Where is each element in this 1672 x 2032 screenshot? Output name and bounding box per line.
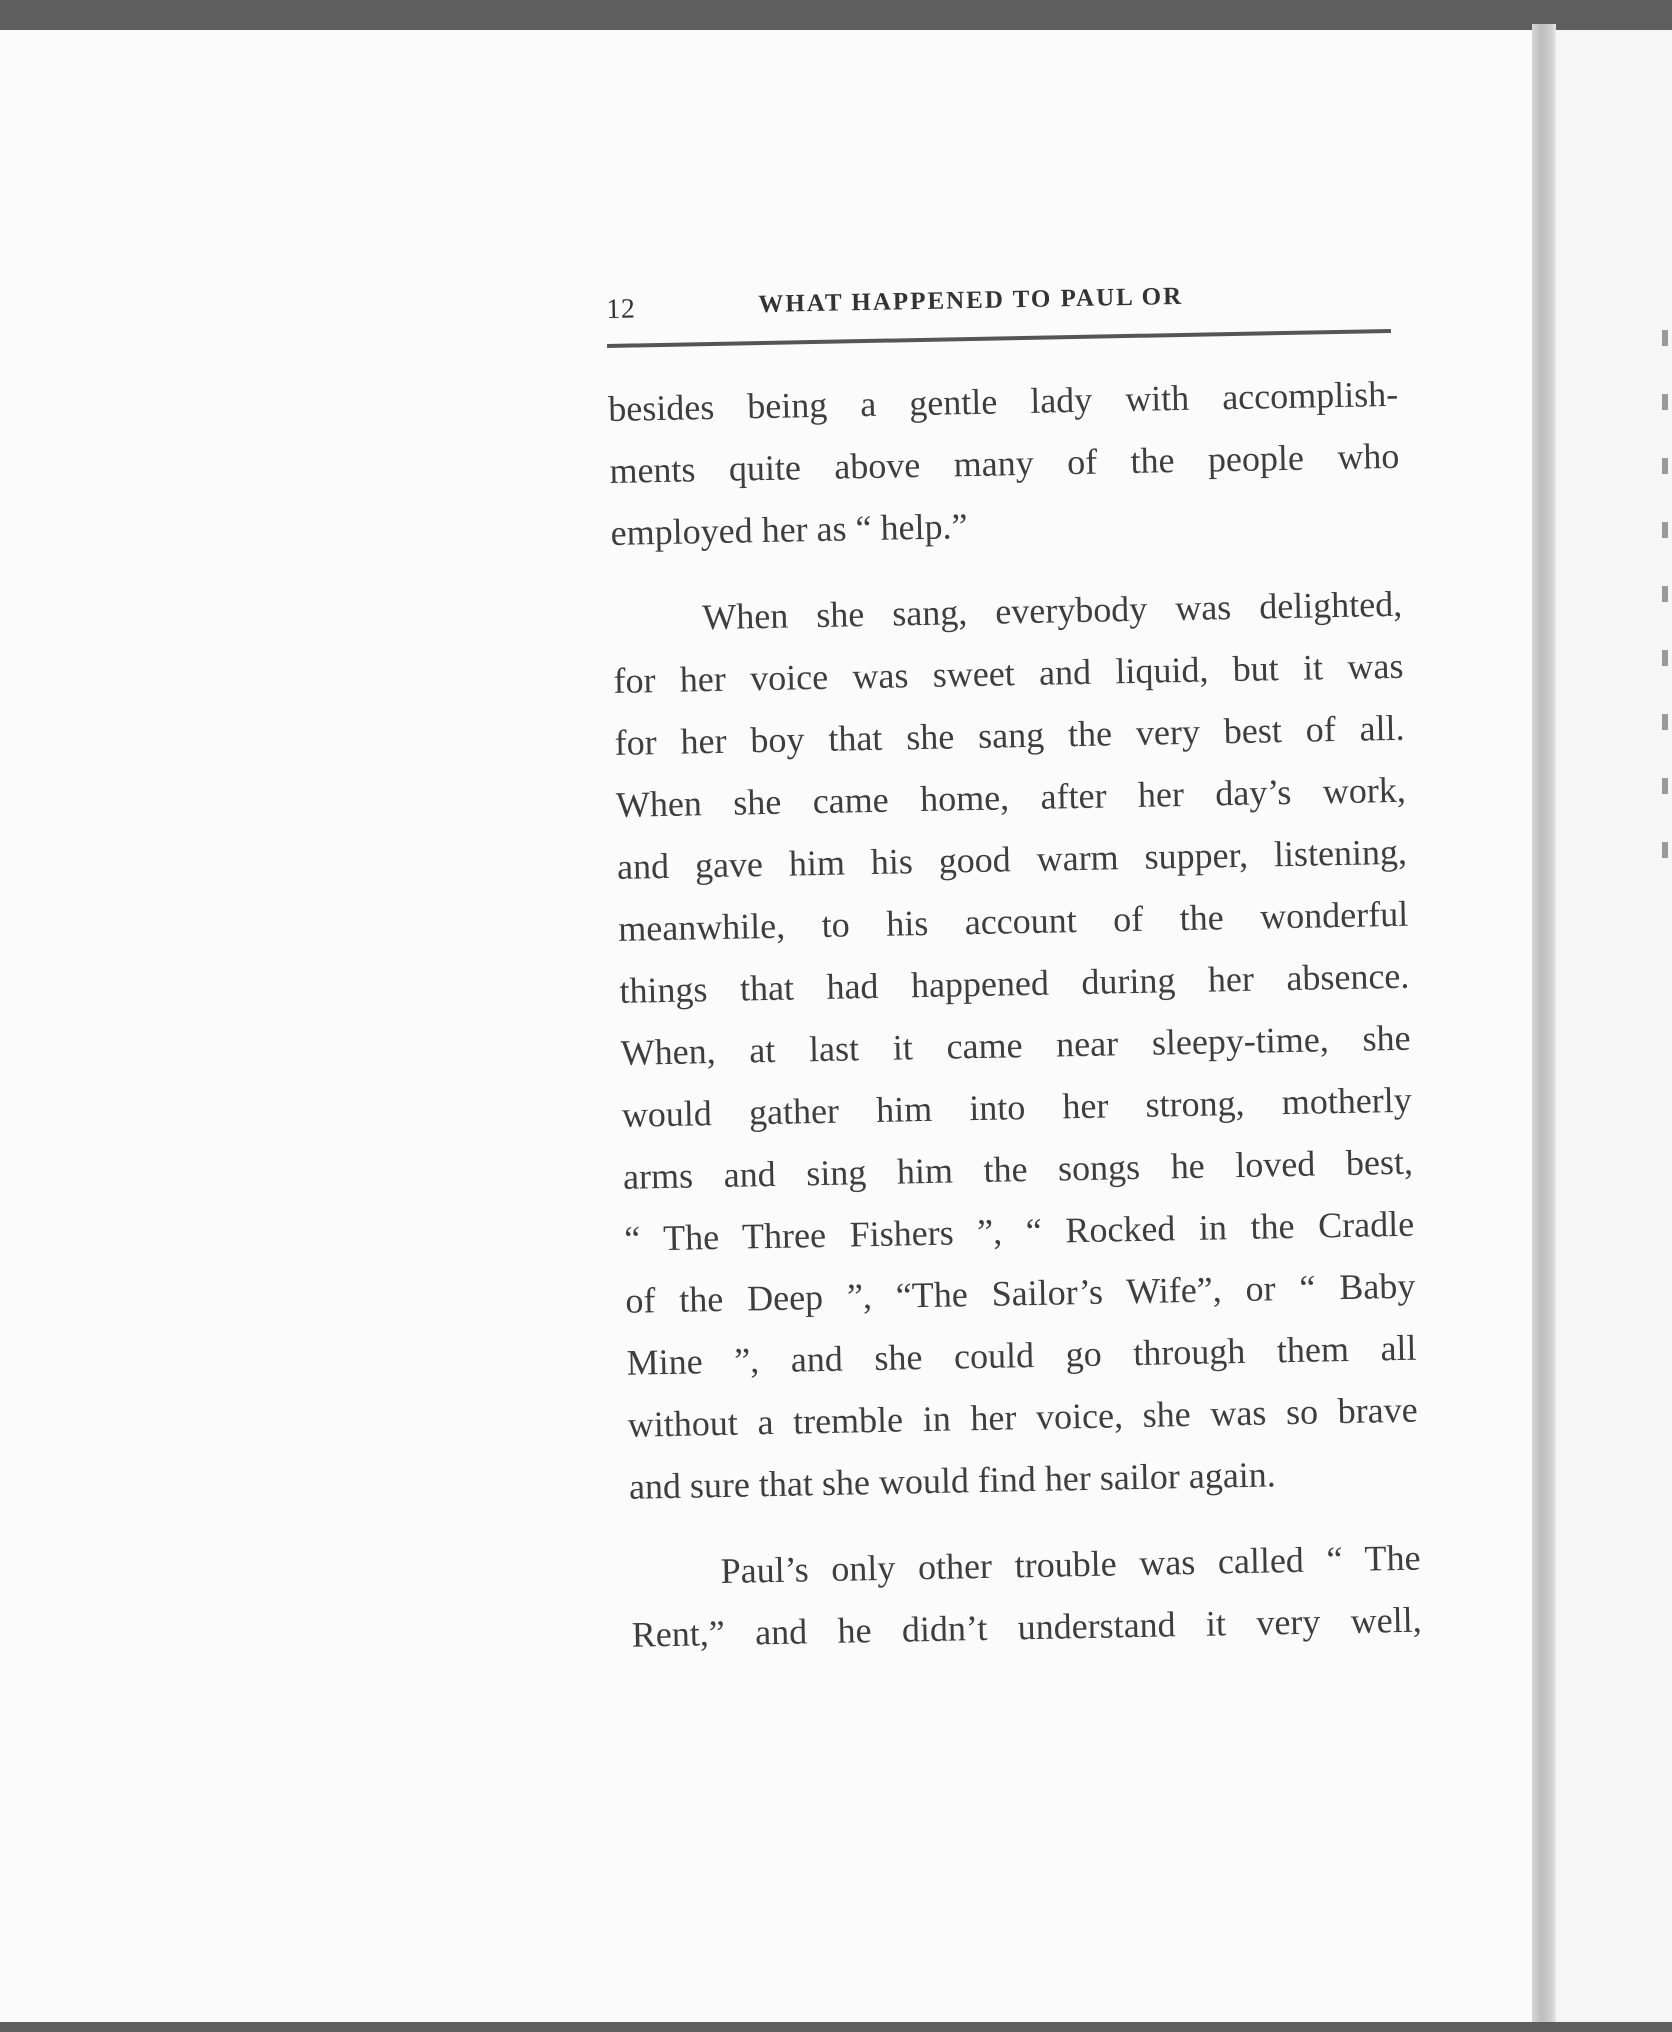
text-line: would gather him into her strong, motherly	[621, 1079, 1413, 1135]
paragraph	[608, 362, 1437, 564]
text-line: ments quite above many of the people who	[609, 435, 1400, 491]
text-line: When she came home, after her day’s work,	[615, 769, 1407, 825]
scan-border-top	[0, 0, 1672, 30]
text-line: things that had happened during her absence.	[619, 955, 1410, 1011]
text-line: and sure that she would find her sailor again.	[628, 1454, 1277, 1507]
text-line: meanwhile, to his account of the wonderful	[617, 893, 1409, 949]
paragraph	[612, 572, 1456, 1518]
header-rule	[607, 329, 1391, 348]
facing-page-text-fragments	[1662, 330, 1672, 980]
running-head-title: WHAT HAPPENED TO PAUL OR	[758, 282, 1184, 319]
text-line: When she sang, everybody was delighted,	[701, 583, 1403, 638]
text-line: for her voice was sweet and liquid, but it was	[613, 645, 1404, 701]
book-gutter	[1532, 24, 1556, 2022]
facing-page-edge	[1556, 30, 1672, 2022]
text-line: Rent,” and he didn’t understand it very well,	[631, 1599, 1423, 1655]
scan-border-bottom	[0, 2022, 1672, 2032]
paragraph	[630, 1526, 1458, 1666]
text-line: “ The Three Fishers ”, “ Rocked in the Cradle	[623, 1203, 1415, 1259]
text-line: Mine ”, and she could go through them all	[626, 1327, 1417, 1383]
text-line: and gave him his good warm supper, listening,	[616, 831, 1408, 887]
text-line: When, at last it came near sleepy-time, she	[620, 1017, 1411, 1073]
text-line: of the Deep ”, “The Sailor’s Wife”, or “ Baby	[625, 1265, 1416, 1321]
page-number: 12	[606, 293, 636, 325]
text-line: without a tremble in her voice, she was so brave	[627, 1389, 1419, 1445]
body-text	[608, 362, 1459, 1666]
text-line: for her boy that she sang the very best of all.	[614, 707, 1405, 763]
text-line: arms and sing him the songs he loved best,	[622, 1141, 1414, 1197]
page-text-block	[606, 274, 1458, 1666]
text-line: Paul’s only other trouble was called “ The	[720, 1537, 1421, 1592]
text-line: employed her as “ help.”	[610, 506, 968, 553]
text-line: besides being a gentle lady with accomplish-	[607, 373, 1399, 429]
